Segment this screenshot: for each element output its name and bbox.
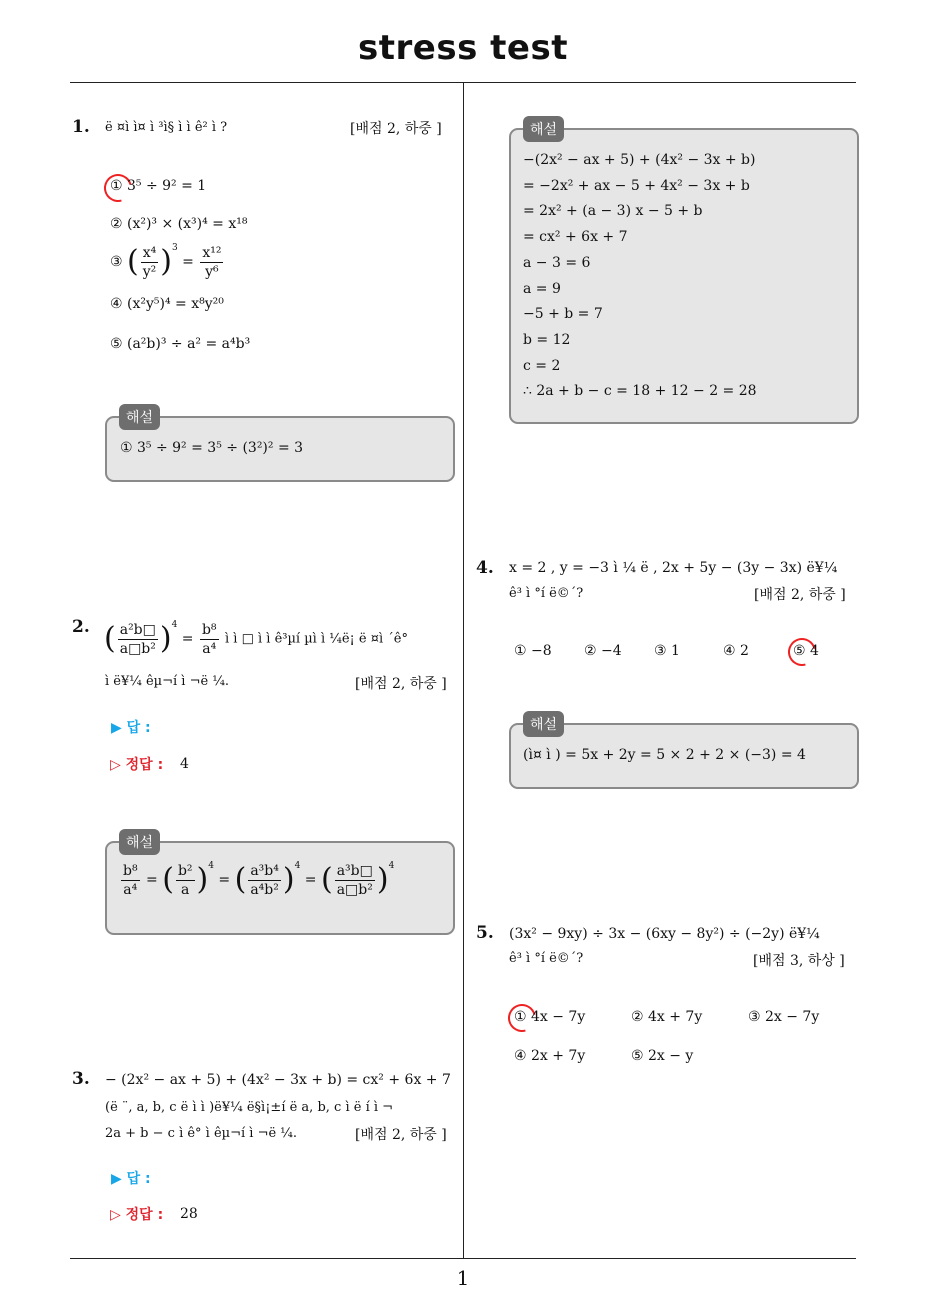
question-2-line2: ì ë¥¼ êµ¬í ì ¬ë ¼. [105,674,230,689]
q3-sol-line: a − 3 = 6 [523,254,591,271]
q4-option-3[interactable]: ③ 1 [654,643,680,659]
q2-sol-exp2: 4 [294,861,301,871]
q1-opt3-num: x⁴ [142,244,157,261]
question-5-score: [배점 3, 하상 ] [753,953,845,969]
question-4-score: [배점 2, 하중 ] [754,587,846,603]
bottom-rule [70,1258,856,1259]
q2-exp: 4 [171,620,178,630]
q1-option-3[interactable]: ③ ( $\frac{\text{x⁴}}{\text{y²}}$ )$^3$ = $\frac{\text{x¹²}}{\text{y⁶}}$ [110,243,222,280]
question-1-text: ë ¤ì ì¤ ì ³ì§ ì ì ê² ì ? [105,120,228,135]
q2-sol-f3-num: a³b⁴ [250,862,279,879]
question-4-line1: x = 2 , y = −3 ì ¼ ë , 2x + 5y − (3y − 3x) ë¥¼ [509,560,838,576]
q2-rhs-num: b⁸ [201,621,217,638]
q3-sol-line: a = 9 [523,280,561,297]
q3-solution-box [509,128,859,424]
question-3-line1: − (2x² − ax + 5) + (4x² − 3x + b) = cx² + 6x + 7 [105,1072,451,1088]
question-4-line2: ê³ ì °í ë©´? [509,586,584,601]
q4-option-4[interactable]: ④ 2 [723,643,749,659]
question-2-score: [배점 2, 하중 ] [355,676,447,692]
q2-correct-value: 4 [180,756,189,772]
q1-solution-tag: 해설 [119,404,160,430]
q5-option-4[interactable]: ④ 2x + 7y [514,1048,586,1064]
question-3-number: 3. [72,1069,90,1089]
question-1-score: [배점 2, 하중 ] [350,121,442,137]
q4-solution-text: (ì¤ ì ) = 5x + 2y = 5 × 2 + 2 × (−3) = 4 [523,747,806,763]
q2-sol-exp1: 4 [208,861,214,871]
q1-opt3-exp: 3 [171,243,178,253]
q1-option-5[interactable]: ⑤ (a²b)³ ÷ a² = a⁴b³ [110,336,251,352]
q5-option-2[interactable]: ② 4x + 7y [631,1009,703,1025]
q2-sol-f4-num: a³b□ [336,862,373,879]
q5-option-1[interactable]: ① 4x − 7y [514,1009,586,1025]
q2-line1-tail: ì ì □ ì ì ê³µí µì ì ¼ë¡ ë ¤ì ´ê° [225,631,408,647]
q5-option-5[interactable]: ⑤ 2x − y [631,1048,694,1064]
q3-sol-line: c = 2 [523,357,561,374]
q1-option-4[interactable]: ④ (x²y⁵)⁴ = x⁸y²⁰ [110,296,224,312]
q2-rhs-den: a⁴ [202,640,217,657]
question-5-line1: (3x² − 9xy) ÷ 3x − (6xy − 8y²) ÷ (−2y) ë¥¼ [509,926,820,942]
q3-sol-line: −(2x² − ax + 5) + (4x² − 3x + b) [523,152,756,168]
q3-sol-line: ∴ 2a + b − c = 18 + 12 − 2 = 28 [523,383,757,400]
question-5-line2: ê³ ì °í ë©´? [509,951,584,966]
q2-solution-tag: 해설 [119,829,160,855]
q4-option-2[interactable]: ② −4 [584,643,622,659]
column-divider [463,83,464,1259]
q2-sol-f1-num: b⁸ [123,862,138,879]
q2-sol-exp3: 4 [388,861,395,871]
q2-sol-f2-den: a [181,881,190,898]
q2-sol-f3-den: a⁴b² [250,881,279,898]
q2-solution-box [105,841,455,935]
question-3-line3: 2a + b − c ì ê° ì êµ¬í ì ¬ë ¼. [105,1126,298,1141]
question-3-score: [배점 2, 하중 ] [355,1127,447,1143]
q3-correct-label: ▷ 정답 : [110,1207,164,1223]
q2-sol-f4-den: a□b² [336,881,373,898]
q2-sol-f1-den: a⁴ [123,881,138,898]
q1-opt3-eq: = [182,254,199,270]
question-2-equation: ( $\frac{\text{a²b□}}{\text{a□b²}}$ )$^4$ = $\frac{\text{b⁸}}{\text{a⁴}}$ ì ì □ ì ì ê³µí µì ì ¼ë¡ ë ¤ì ´ê° [104,620,408,657]
question-5-number: 5. [476,923,494,943]
page-number: 1 [456,1266,470,1290]
q3-sol-line: = 2x² + (a − 3) x − 5 + b [523,203,703,220]
q1-opt3-den: y² [142,263,157,280]
q3-correct-value: 28 [180,1206,198,1222]
q4-option-5[interactable]: ⑤ 4 [793,643,819,659]
q3-sol-line: = cx² + 6x + 7 [523,229,628,246]
q2-correct-label: ▷ 정답 : [110,757,164,773]
q2-sol-f2-num: b² [177,862,193,879]
q4-solution-tag: 해설 [523,711,564,737]
q2-lhs-den: a□b² [119,640,156,657]
q1-opt3-rnum: x¹² [202,244,222,261]
question-2-number: 2. [72,617,90,637]
q3-sol-line: −5 + b = 7 [523,306,603,323]
question-3-line2: (ë ¨, a, b, c ë ì ì )ë¥¼ ë§ì¡±í ë a, b, c ì ë í ì ¬ [105,1100,394,1115]
q3-solution-tag: 해설 [523,116,564,142]
q2-lhs-num: a²b□ [119,621,156,638]
q1-solution-text: ① 3⁵ ÷ 9² = 3⁵ ÷ (3²)² = 3 [120,440,304,456]
q3-sol-line: = −2x² + ax − 5 + 4x² − 3x + b [523,177,750,194]
q1-option-1[interactable]: ① 3⁵ ÷ 9² = 1 [110,178,207,194]
q3-solution-lines [523,148,757,405]
q2-solution-math: $\frac{\text{b⁸}}{\text{a⁴}}$ = ( $\frac{\text{b²}}{a}$ )$^4$ = ( $\frac{\text{a³b⁴}}{\text{a⁴b²}}$ )$^4$ = ( $\frac{\text{a³b□}}{\text{a□b²}}$ )$^4$ [123,861,395,898]
page-title: stress test [358,28,568,68]
q3-answer-label: ▶ 답 : [111,1171,151,1187]
q1-option-3-label: ③ [110,254,123,270]
question-4-number: 4. [476,558,494,578]
q4-option-1[interactable]: ① −8 [514,643,552,659]
q1-option-2[interactable]: ② (x²)³ × (x³)⁴ = x¹⁸ [110,216,248,232]
question-1-number: 1. [72,117,90,137]
q1-opt3-rden: y⁶ [205,263,219,280]
q3-sol-line: b = 12 [523,331,571,348]
q2-answer-label: ▶ 답 : [111,720,151,736]
q5-option-3[interactable]: ③ 2x − 7y [748,1009,820,1025]
